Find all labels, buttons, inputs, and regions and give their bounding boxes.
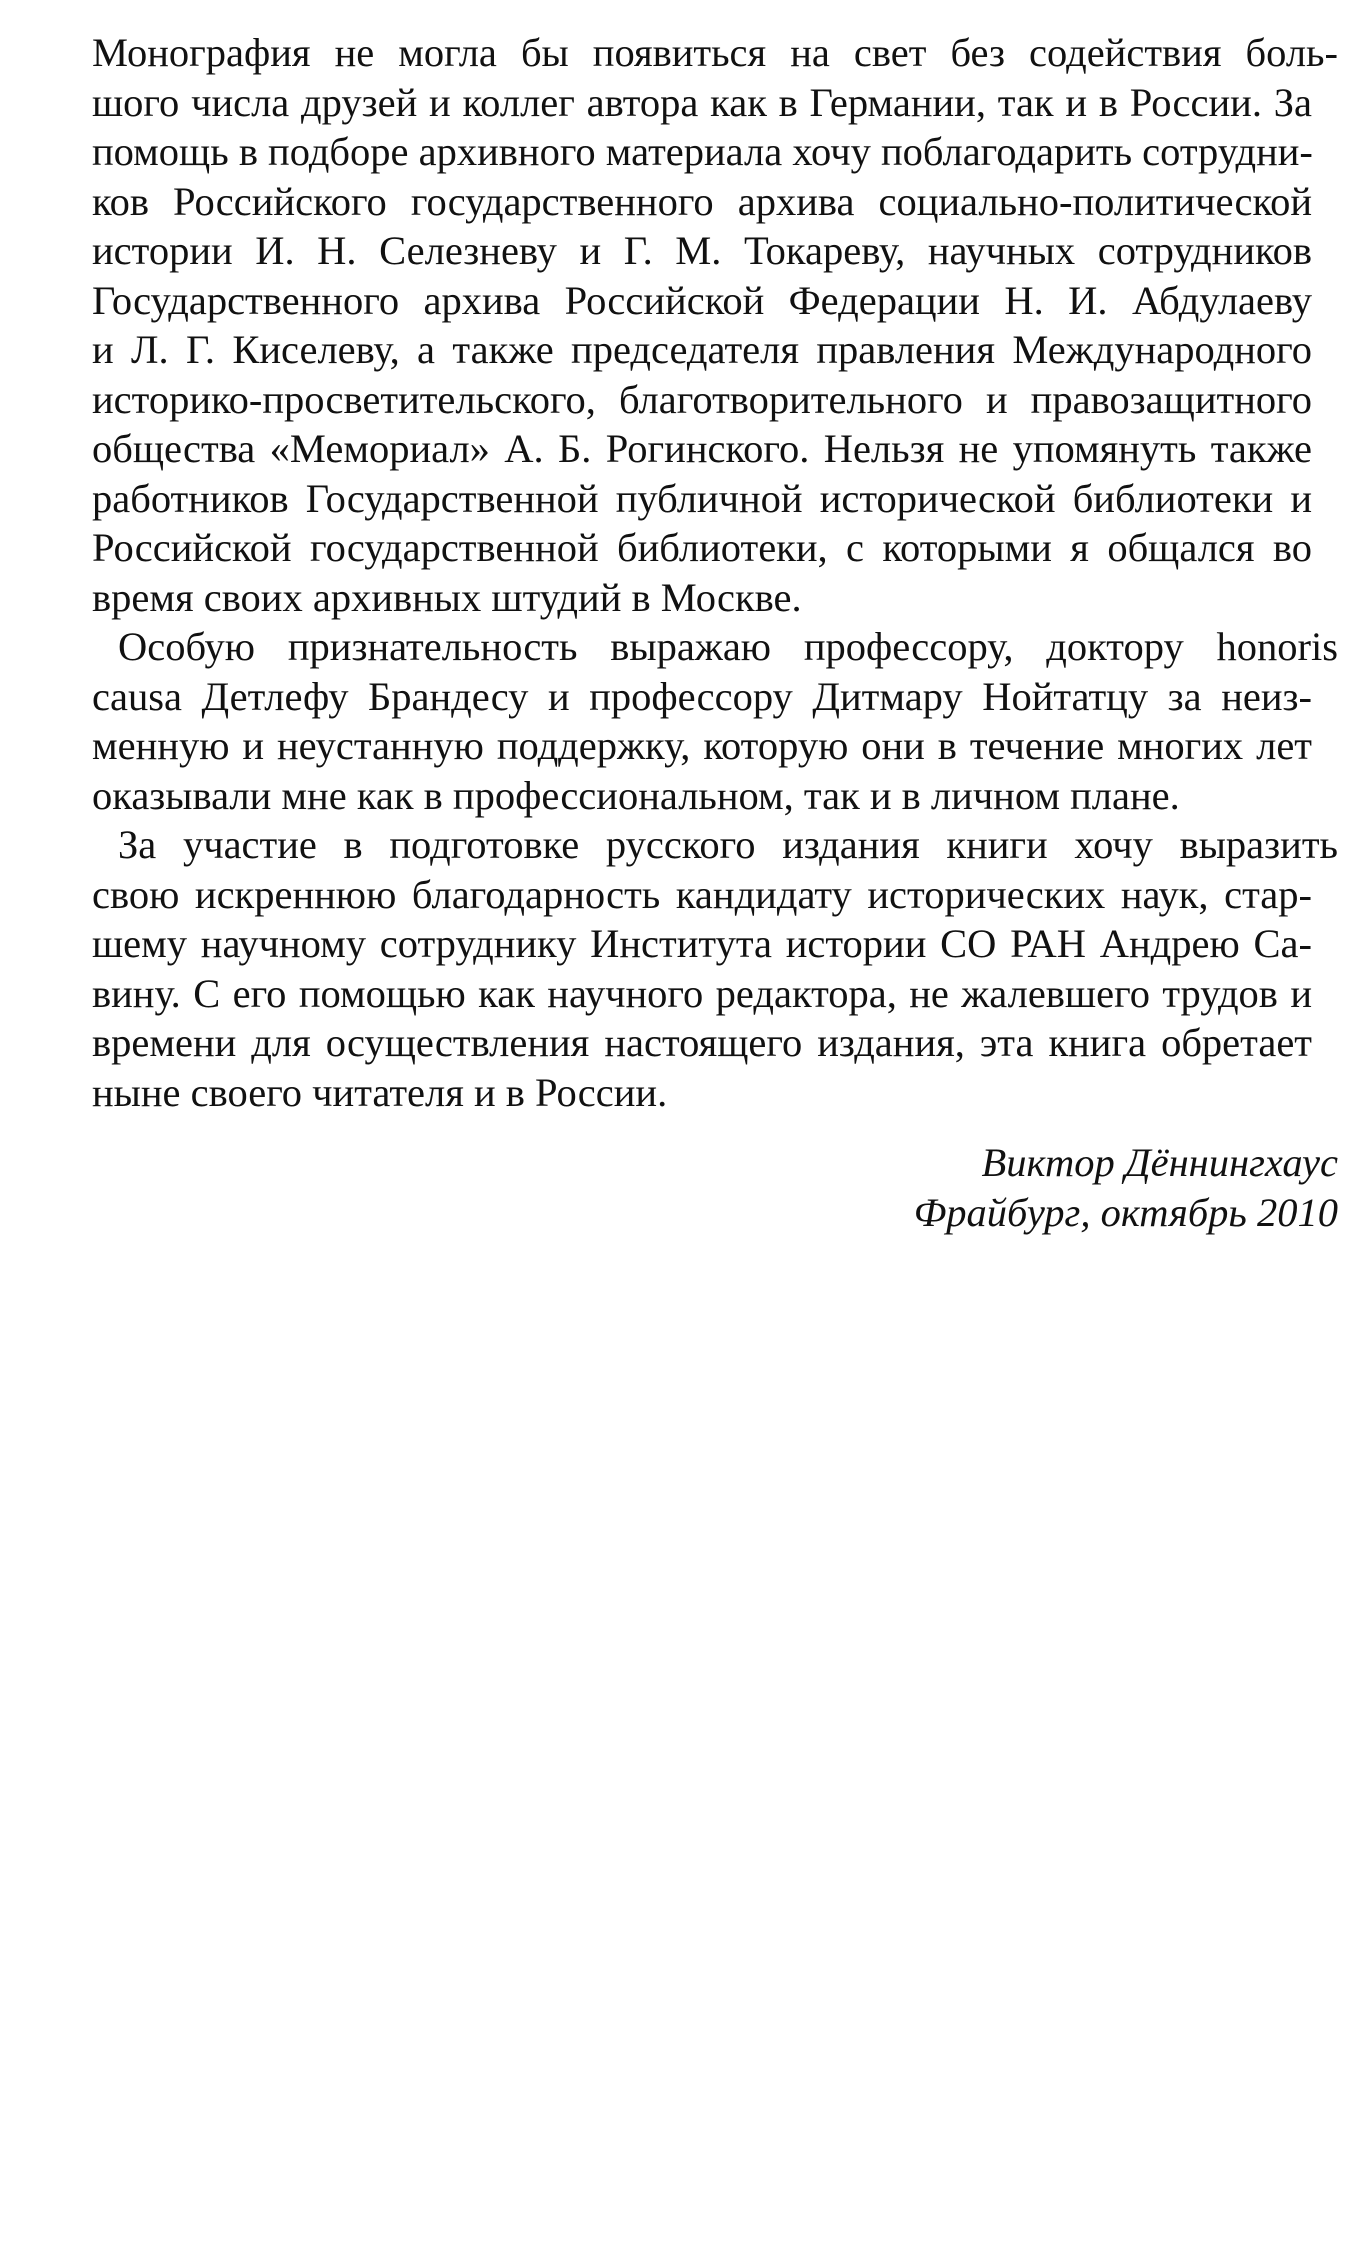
text-line: Монография не могла бы появиться на свет без содействия боль- <box>92 30 1338 75</box>
text-line: помощь в подборе архивного материала хочу поблагодарить сотрудни- <box>92 129 1313 174</box>
text-line: шого числа друзей и коллег автора как в Германии, так и в России. За <box>92 79 1312 125</box>
paragraph-acknowledgements-russian-edition <box>92 820 1338 1117</box>
text-line: работников Государственной публичной исторической библиотеки и <box>92 475 1312 521</box>
text-line: шему научному сотруднику Института истории СО РАН Андрею Са- <box>92 921 1312 966</box>
text-line: вину. С его помощью как научного редактора, не жалевшего трудов и <box>92 970 1312 1016</box>
text-line: оказывали мне как в профессиональном, так и в личном плане. <box>92 772 1180 818</box>
text-line: историко-просветительского, благотворительного и правозащитного <box>92 376 1312 422</box>
text-line: Особую признательность выражаю профессору, доктору honoris <box>118 624 1338 669</box>
document-page <box>92 28 1338 1235</box>
text-line: время своих архивных штудий в Москве. <box>92 574 802 620</box>
signature-block <box>914 1138 1338 1237</box>
text-line: За участие в подготовке русского издания книги хочу выразить <box>118 822 1338 867</box>
paragraph-acknowledgements-professors <box>92 622 1338 820</box>
signature-author: Виктор Дённингхаус <box>981 1140 1338 1185</box>
text-line: общества «Мемориал» А. Б. Рогинского. Нельзя не упомянуть также <box>92 426 1312 471</box>
text-line: и Л. Г. Киселеву, а также председателя правления Международного <box>92 327 1312 372</box>
signature-place-date: Фрайбург, октябрь 2010 <box>913 1189 1338 1235</box>
text-line: Российской государственной библиотеки, с которыми я общался во <box>92 525 1312 570</box>
text-line: менную и неустанную поддержку, которую они в течение многих лет <box>92 723 1312 768</box>
text-line: времени для осуществления настоящего издания, эта книга обретает <box>92 1020 1312 1065</box>
text-line: истории И. Н. Селезневу и Г. М. Токареву, научных сотрудников <box>92 228 1312 273</box>
text-line: ков Российского государственного архива социально-политической <box>92 178 1312 224</box>
text-line: свою искреннюю благодарность кандидату исторических наук, стар- <box>92 871 1312 917</box>
text-line: causa Детлефу Брандесу и профессору Дитмару Нойтатцу за неиз- <box>92 673 1312 719</box>
paragraph-acknowledgements-archives <box>92 28 1338 622</box>
text-line: Государственного архива Российской Федерации Н. И. Абдулаеву <box>92 277 1312 323</box>
text-line: ныне своего читателя и в России. <box>92 1069 668 1115</box>
